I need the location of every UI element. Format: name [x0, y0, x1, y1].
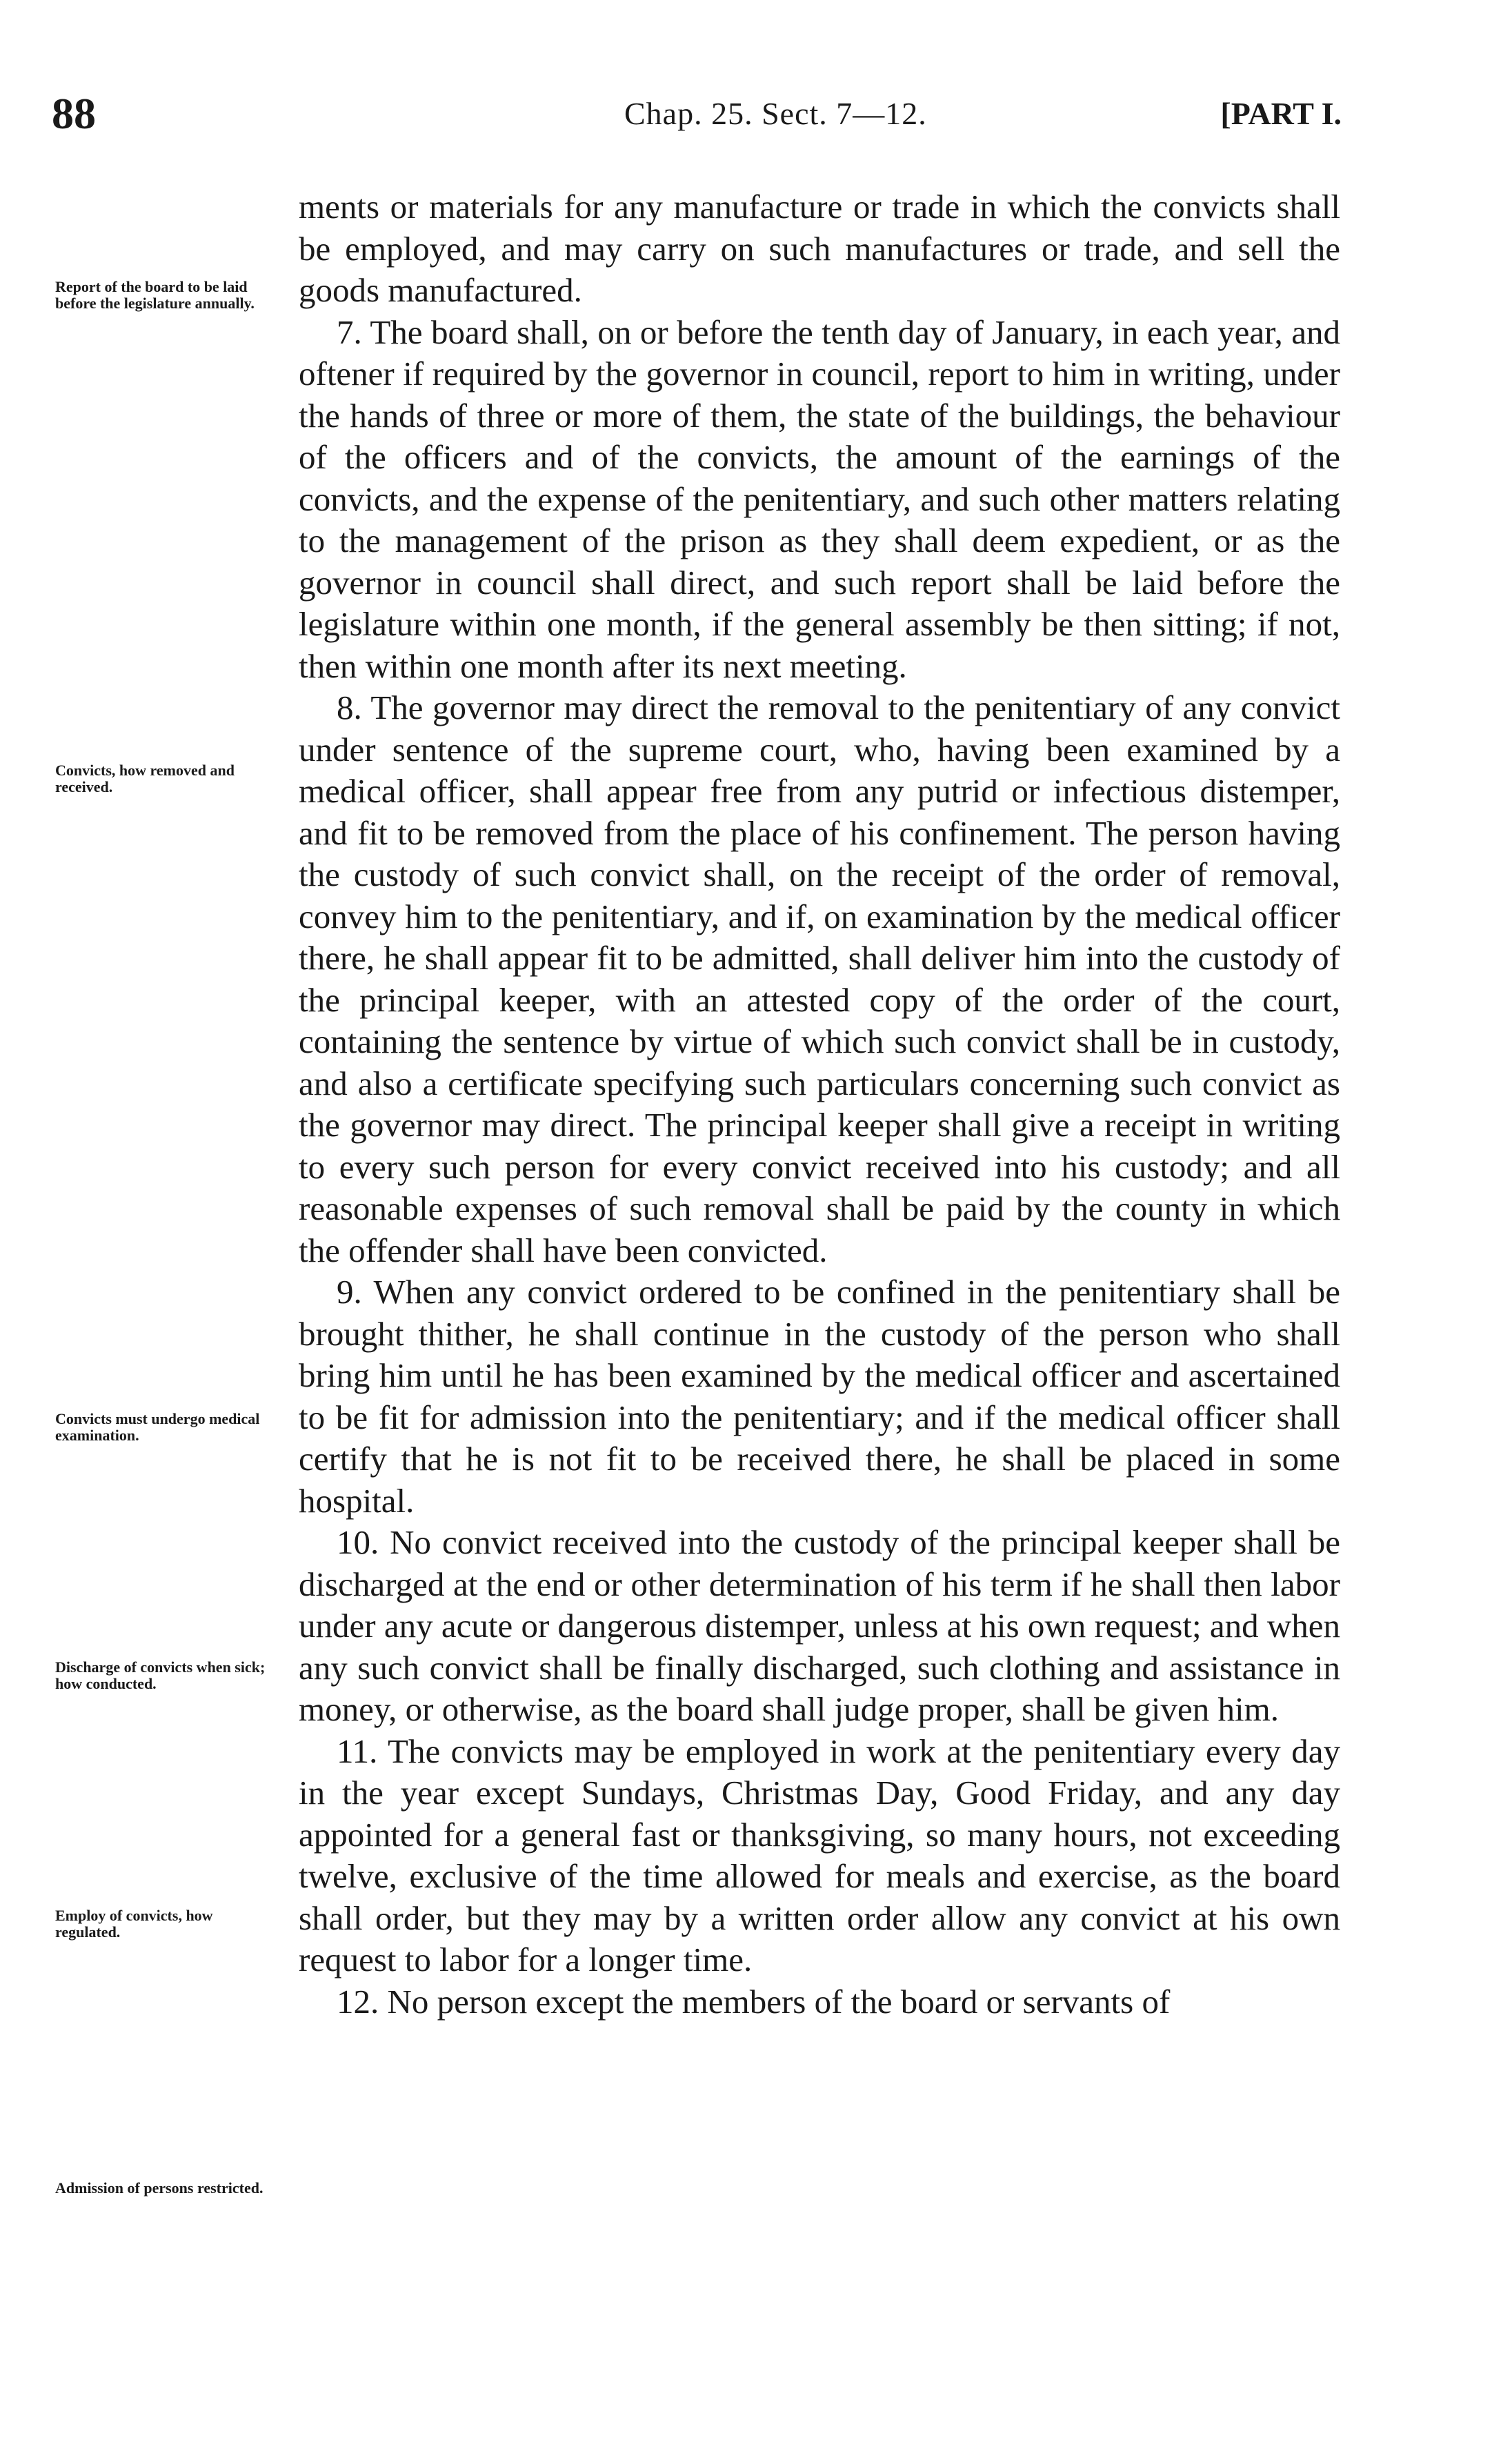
section-9 [299, 1271, 1340, 1522]
page-header [52, 88, 1342, 143]
paragraph-text: ments or materials for any manufacture or trade in which the convicts shall be employed, and may carry on such manufactures or trade, and sell the goods manufactured. [299, 188, 1340, 309]
section-number: 8. [337, 688, 362, 726]
margin-note-discharge: Discharge of convicts when sick; how conducted. [55, 1658, 266, 1692]
paragraph-text: No person except the members of the board or servants of [387, 1982, 1171, 2021]
paragraph-text: The convicts may be employed in work at the penitentiary every day in the year except Sundays, Christmas Day, Good Friday, and any day appointed for a general fast or thanksgiving, so many hours, not exceeding twelve, exclusive of the time allowed for meals and exercise, as the board shall order, but they may by a written order allow any convict at his own request to labor for a longer time. [299, 1732, 1340, 1979]
section-10 [299, 1522, 1340, 1731]
paragraph-text: No convict received into the custody of the principal keeper shall be discharged at the end or other determination of his term if he shall then labor under any acute or dangerous distemper, unless at his own request; and when any such convict shall be finally discharged, such clothing and assistance in money, or otherwise, as the board shall judge proper, shall be given him. [299, 1523, 1341, 1728]
margin-note-convicts-removed: Convicts, how removed and received. [55, 762, 235, 795]
section-12 [299, 1981, 1340, 2023]
paragraph-text: The board shall, on or before the tenth day of January, in each year, and oftener if required by the governor in council, report to him in writing, under the hands of three or more of them, the state of the buildings, the behaviour of the officers and of the convicts, the amount of the earnings of the convicts, and the expense of the penitentiary, and such other matters relating to the management of the prison as they shall deem expedient, or as the governor in council shall direct, and such report shall be laid before the legislature within one month, if the general assembly be then sitting; if not, then within one month after its next meeting. [299, 313, 1340, 685]
section-11 [299, 1731, 1340, 1981]
paragraph-continuation [299, 186, 1340, 312]
section-number: 10. [337, 1523, 379, 1561]
section-8 [299, 687, 1340, 1271]
section-number: 7. [337, 313, 362, 351]
body-text [299, 186, 1340, 2023]
paragraph-text: When any convict ordered to be confined in the penitentiary shall be brought thither, he shall continue in the custody of the person who shall bring him until he has been examined by the medical officer and ascertained to be fit for admission into the penitentiary; and if the medical officer shall certify that he is not fit to be received there, he shall be placed in some hospital. [299, 1273, 1340, 1520]
paragraph-text: The governor may direct the removal to the penitentiary of any convict under sentence of the supreme court, who, having been examined by a medical officer, shall appear free from any putrid or infectious distemper, and fit to be removed from the place of his confinement. The person having the custody of such convict shall, on the receipt of the order of removal, convey him to the penitentiary, and if, on examination by the medical officer there, he shall appear fit to be admitted, shall deliver him into the custody of the principal keeper, with an attested copy of the order of the court, containing the sentence by virtue of which such convict shall be in custody, and also a certificate specifying such particulars concerning such convict as the governor may direct. The principal keeper shall give a receipt in writing to every such person for every convict received into his custody; and all reasonable expenses of such removal shall be paid by the county in which the offender shall have been convicted. [299, 688, 1341, 1269]
section-7 [299, 312, 1340, 688]
section-number: 12. [337, 1982, 379, 2021]
margin-note-admission: Admission of persons restricted. [55, 2179, 263, 2197]
section-number: 9. [337, 1273, 362, 1311]
margin-note-medical-examination: Convicts must undergo medical examination. [55, 1410, 260, 1444]
running-head: Chap. 25. Sect. 7—12. [624, 96, 927, 131]
part-label: [PART I. [1220, 96, 1342, 131]
margin-note-report: Report of the board to be laid before the legislature annually. [55, 278, 255, 312]
page-number: 88 [52, 89, 96, 138]
margin-note-employ: Employ of convicts, how regulated. [55, 1907, 213, 1941]
section-number: 11. [337, 1732, 378, 1770]
